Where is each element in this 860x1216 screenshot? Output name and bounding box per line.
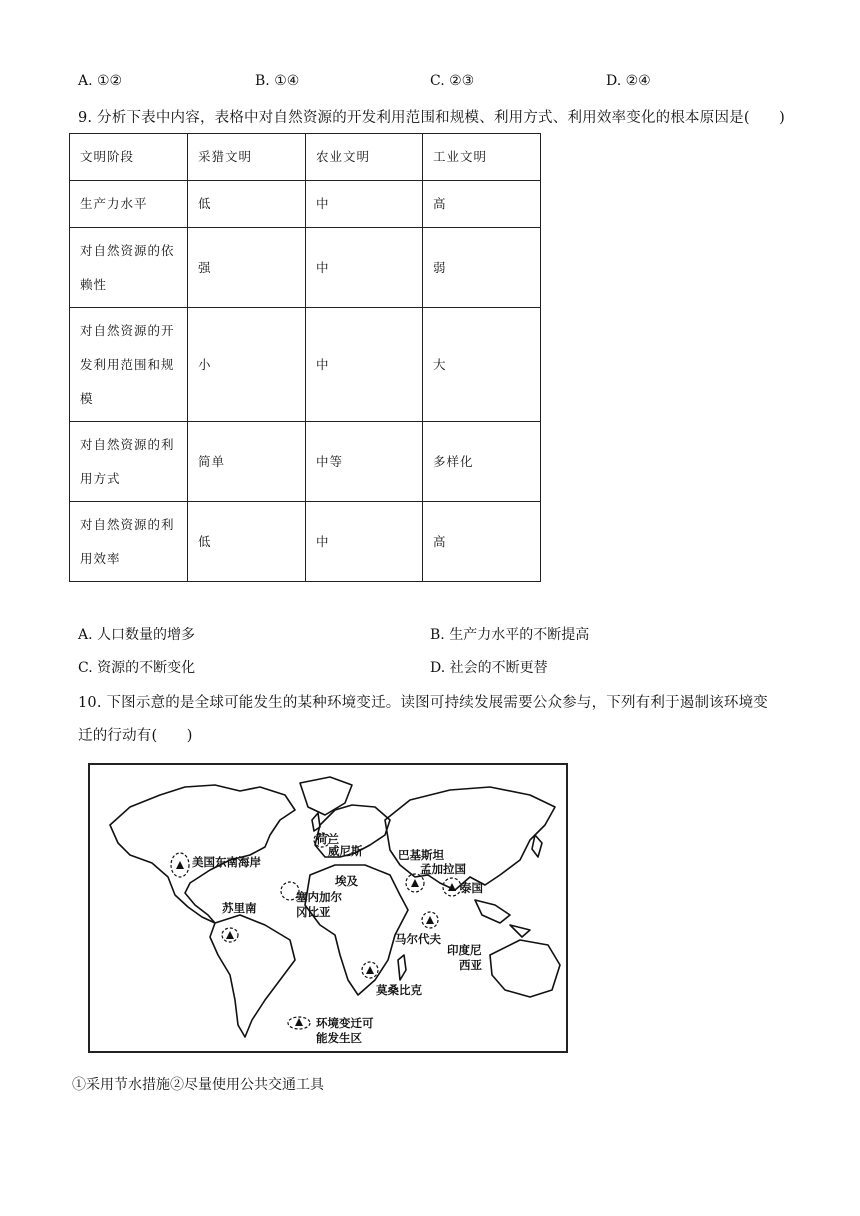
- hazard-marker-icon: [426, 916, 434, 924]
- table-header-cell: 采猎文明: [188, 134, 306, 181]
- table-cell: 生产力水平: [70, 181, 188, 228]
- legend-label-line1: 环境变迁可: [316, 1016, 374, 1030]
- map-label-indonesia-1: 印度尼: [447, 943, 482, 957]
- table-cell: 小: [188, 308, 306, 422]
- map-label-mozambique: 莫桑比克: [376, 983, 422, 997]
- q9-option-d: D. 社会的不断更替: [430, 660, 548, 676]
- map-label-bangladesh: 孟加拉国: [420, 862, 466, 876]
- hazard-marker-icon: [411, 879, 419, 887]
- table-header-cell: 农业文明: [306, 134, 423, 181]
- q9-option-c: C. 资源的不断变化: [78, 660, 196, 676]
- table-cell: 中: [306, 502, 423, 582]
- table-cell: 高: [423, 181, 541, 228]
- hazard-marker-icon: [226, 931, 234, 939]
- question-10-stem-line2: 迁的行动有( ): [78, 728, 193, 744]
- australia-outline: [490, 940, 560, 997]
- uk-outline: [312, 813, 320, 831]
- table-cell: 低: [188, 181, 306, 228]
- hazard-marker-icon: [176, 861, 184, 869]
- map-label-indonesia-2: 西亚: [459, 958, 482, 972]
- table-header-cell: 文明阶段: [70, 134, 188, 181]
- world-map-figure: [88, 763, 568, 1053]
- table-cell: 对自然资源的利用方式: [70, 422, 188, 502]
- option-d: D. ②④: [606, 73, 651, 89]
- table-row: [70, 422, 541, 502]
- table-header-cell: 工业文明: [423, 134, 541, 181]
- q9-option-b: B. 生产力水平的不断提高: [430, 627, 590, 643]
- table-cell: 中: [306, 228, 423, 308]
- map-label-thailand: 泰国: [460, 881, 483, 895]
- table-cell: 中: [306, 181, 423, 228]
- table-cell: 高: [423, 502, 541, 582]
- table-cell: 弱: [423, 228, 541, 308]
- map-label-netherlands: 荷兰: [316, 832, 339, 846]
- madagascar-outline: [398, 955, 406, 980]
- map-label-egypt: 埃及: [335, 874, 358, 888]
- option-a: A. ①②: [78, 73, 123, 89]
- map-label-venice: 威尼斯: [328, 844, 363, 858]
- table-row: [70, 502, 541, 582]
- hazard-marker-icon: [366, 966, 374, 974]
- table-row: [70, 181, 541, 228]
- table-cell: 低: [188, 502, 306, 582]
- table-row: [70, 228, 541, 308]
- table-cell: 对自然资源的利用效率: [70, 502, 188, 582]
- table-cell: 对自然资源的开发利用范围和规模: [70, 308, 188, 422]
- legend-marker-icon: [295, 1018, 303, 1026]
- map-label-suriname: 苏里南: [222, 901, 257, 915]
- map-label-pakistan: 巴基斯坦: [398, 848, 444, 862]
- table-cell: 简单: [188, 422, 306, 502]
- map-label-senegal: 塞内加尔: [296, 890, 342, 904]
- greenland-outline: [300, 777, 352, 815]
- se-asia-islands-outline: [475, 900, 510, 923]
- civilization-table: [69, 133, 541, 582]
- table-header-row: [70, 134, 541, 181]
- map-label-maldives: 马尔代夫: [395, 932, 441, 946]
- table-cell: 中: [306, 308, 423, 422]
- map-label-us-coast: 美国东南海岸: [192, 855, 261, 869]
- question-10-measures: ①采用节水措施②尽量使用公共交通工具: [72, 1077, 324, 1093]
- table-cell: 对自然资源的依赖性: [70, 228, 188, 308]
- table-row: [70, 308, 541, 422]
- option-c: C. ②③: [430, 73, 475, 89]
- legend-label-line2: 能发生区: [316, 1031, 362, 1045]
- table-cell: 多样化: [423, 422, 541, 502]
- question-9-stem: 9. 分析下表中内容，表格中对自然资源的开发利用范围和规模、利用方式、利用效率变化的根本原因是( ): [78, 110, 785, 126]
- option-b: B. ①④: [255, 73, 300, 89]
- question-10-stem-line1: 10. 下图示意的是全球可能发生的某种环境变迁。读图可持续发展需要公众参与，下列有利于遏制该环境变: [78, 695, 768, 711]
- table-cell: 强: [188, 228, 306, 308]
- japan-outline: [532, 835, 542, 857]
- table-cell: 大: [423, 308, 541, 422]
- q9-option-a: A. 人口数量的增多: [78, 627, 196, 643]
- map-label-gambia: 冈比亚: [296, 905, 331, 919]
- table-cell: 中等: [306, 422, 423, 502]
